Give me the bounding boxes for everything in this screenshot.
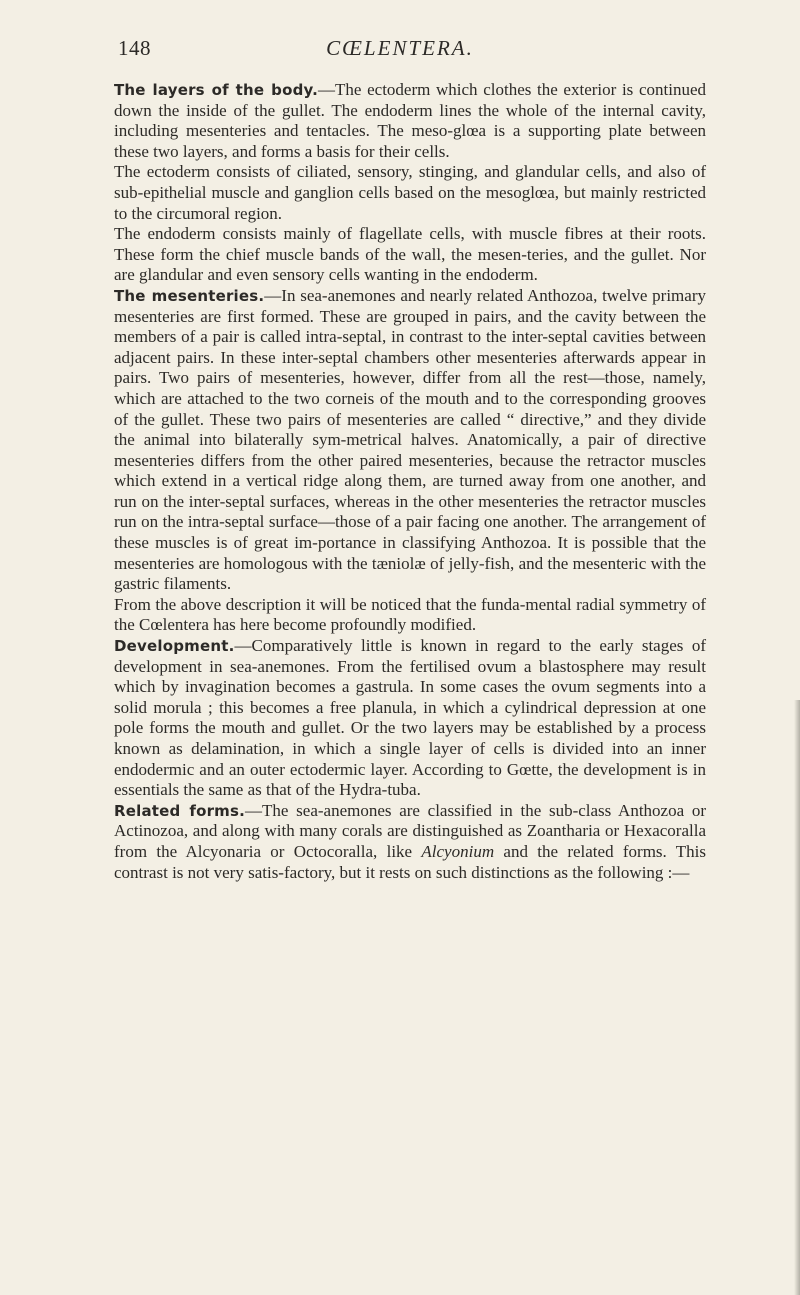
paragraph-related-forms [114, 801, 706, 883]
paragraph-text: —The ectoderm which clothes the exterior is continued down the inside of the gullet. The endoderm lines the whole of the internal cavity, including mesenteries and tentacles. The meso-glœa is a supporting plate between these two layers, and forms a basis for their cells. [114, 80, 706, 161]
page-edge-shadow [794, 700, 800, 1295]
paragraph-development [114, 636, 706, 801]
paragraph-mesenteries [114, 286, 706, 595]
page-number: 148 [118, 36, 151, 60]
paragraph-text: —Comparatively little is known in regard to the early stages of development in sea-anemones. From the fertilised ovum a blastosphere may result which by invagination becomes a gastrula. In some cases the ovum segments into a solid morula ; this becomes a free planula, in which a cylindrical depression at one pole forms the mouth and gullet. Or the two layers may be established by a process known as delamination, in which a single layer of cells is divided into an inner endodermic and an outer ectodermic layer. According to Gœtte, the development is in essentials the same as that of the Hydra-tuba. [114, 636, 706, 800]
paragraph-ectoderm: The ectoderm consists of ciliated, sensory, stinging, and glandular cells, and also of sub-epithelial muscle and ganglion cells based on the mesoglœa, but mainly restricted to the circumoral region. [114, 162, 706, 223]
paragraph-symmetry: From the above description it will be noticed that the funda-mental radial symmetry of the Cœlentera has here become profoundly modified. [114, 594, 706, 635]
paragraph-text: —In sea-anemones and nearly related Anthozoa, twelve primary mesenteries are first formed. These are grouped in pairs, and the cavity between the members of a pair is called intra-septal, in contrast to the inter-septal cavities between adjacent pairs. In these inter-septal chambers other mesenteries afterwards appear in pairs. Two pairs of mesenteries, however, differ from all the rest—those, namely, which are attached to the two corneis of the mouth and to the corresponding grooves of the gullet. These two pairs of mesenteries are called “ directive,” and they divide the animal into bilaterally sym-metrical halves. Anatomically, a pair of directive mesenteries differs from the other paired mesenteries, because the retractor muscles which extend in a vertical ridge along them, are turned away from one another, and run on the inter-septal surfaces, whereas in the other mesenteries the retractor muscles run on the intra-septal surface—those of a pair facing one another. The arrangement of these muscles is of great im-portance in classifying Anthozoa. It is possible that the mesenteries are homologous with the tæniolæ of jelly-fish, and the mesenteric with the gastric filaments. [114, 285, 706, 594]
paragraph-text: —The sea-anemones are classified in the sub-class Anthozoa or Actinozoa, and along with many corals are distinguished as Zoantharia or Hexacoralla from the Alcyonaria or Octocoralla, like [114, 800, 706, 861]
italic-genus-name: Alcyonium [421, 841, 495, 861]
section-heading-related-forms: Related forms. [114, 801, 246, 820]
section-heading-development: Development. [114, 637, 235, 656]
paragraph-text: and the related forms. This contrast is not very satis-factory, but it rests on such distinctions as the following :— [114, 841, 706, 882]
section-heading-mesenteries: The mesenteries. [114, 286, 265, 305]
paragraph-layers-intro [114, 80, 706, 162]
paragraph-endoderm: The endoderm consists mainly of flagellate cells, with muscle fibres at their roots. These form the chief muscle bands of the wall, the mesen-teries, and the gullet. Nor are glandular and even sensory cells wanting in the endoderm. [114, 224, 706, 285]
page-header [0, 36, 800, 66]
section-heading-layers: The layers of the body. [114, 81, 319, 99]
running-title: CŒLENTERA. [326, 36, 474, 60]
body-text [114, 80, 706, 883]
